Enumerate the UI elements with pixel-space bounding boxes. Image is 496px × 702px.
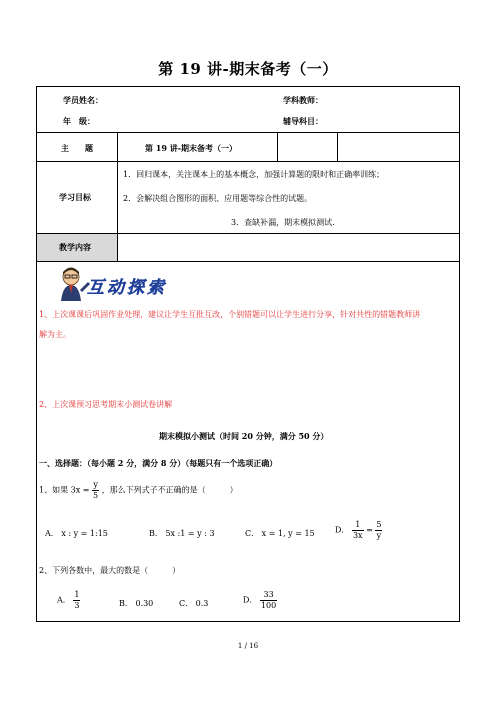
option-text: 0.3 <box>195 599 209 608</box>
option-letter: C． <box>245 529 260 538</box>
note-line: 1、上次课课后巩固作业处理，建议让学生互批互改，个别错题可以让学生进行分享，针对共性的错题教师讲 <box>39 310 421 319</box>
subject-label: 辅导科目： <box>283 116 323 126</box>
teacher-avatar-icon <box>51 263 91 303</box>
frac-num: 1 <box>74 590 80 599</box>
col-divider <box>117 132 118 261</box>
frac-num: 33 <box>260 590 277 601</box>
option-letter: D． <box>335 525 350 535</box>
teacher-label: 学科教师： <box>283 95 323 105</box>
exam-title: 期末模拟小测试（时间 20 分钟，满分 50 分） <box>159 431 329 441</box>
interactive-explore-badge <box>51 263 181 303</box>
goal-item: 3．查缺补漏，期末模拟测试. <box>231 218 335 227</box>
grade-label: 年 级： <box>63 116 95 126</box>
q1-option-b <box>149 528 215 539</box>
q2-a-fraction <box>73 590 80 611</box>
frac-den: 3x <box>352 531 363 540</box>
q1-fraction <box>92 480 99 501</box>
topic-label: 主 题 <box>61 143 93 153</box>
note-line: 解为主。 <box>39 330 71 339</box>
topic-value: 第 19 讲-期末备考（一） <box>145 143 238 153</box>
option-d-equals: = <box>366 525 373 535</box>
option-letter: C． <box>179 599 194 608</box>
col-divider <box>337 132 338 161</box>
goal-item: 2．会解决组合图形的面积、应用题等综合性的试题。 <box>123 194 313 203</box>
frac-den: 100 <box>260 601 277 610</box>
page-number: 1 / 16 <box>237 642 259 650</box>
option-letter: A． <box>45 529 59 538</box>
frac-den: y <box>376 531 382 540</box>
q1-expr: 3x = <box>70 485 90 495</box>
lesson-table <box>36 86 460 622</box>
q1-prefix: 1、如果 <box>39 485 69 495</box>
row-divider <box>37 261 459 262</box>
content-label: 教学内容 <box>59 242 91 252</box>
q2-option-b <box>119 598 153 609</box>
q2-d-fraction <box>260 590 277 611</box>
option-d-frac-1 <box>352 520 364 541</box>
q1-option-c <box>245 528 315 539</box>
option-text: x = 1, y = 15 <box>261 529 315 538</box>
col-divider <box>277 132 278 161</box>
goal-item: 1．回归课本，关注课本上的基本概念，加强计算题的限时和正确率训练； <box>123 170 385 179</box>
question-2-stem: 2、下列各数中，最大的数是（ ） <box>39 566 181 575</box>
q1-option-a <box>45 528 108 539</box>
note-line: 2、上次课预习思考期末小测试卷讲解 <box>39 400 173 409</box>
option-text: x : y = 1:15 <box>61 529 108 538</box>
badge-title: 互动探索 <box>87 278 167 298</box>
option-letter: B． <box>149 529 163 538</box>
q2-option-d <box>243 590 277 611</box>
student-name-label: 学员姓名： <box>63 95 103 105</box>
option-d-frac-2 <box>375 520 382 541</box>
option-text: 5x :1 = y : 3 <box>165 529 215 538</box>
q2-option-a <box>57 590 80 611</box>
question-1-stem <box>39 480 238 501</box>
row-divider <box>37 161 459 162</box>
goals-label: 学习目标 <box>59 192 91 202</box>
page-title: 第 19 讲-期末备考（一） <box>158 60 338 78</box>
q1-suffix: ，那么下列式子不正确的是（ ） <box>101 485 238 495</box>
frac-num: 1 <box>352 520 364 531</box>
frac-den: 3 <box>74 601 80 610</box>
q1-frac-num: y <box>93 480 98 489</box>
q2-option-c <box>179 598 208 609</box>
row-divider <box>37 132 459 133</box>
frac-num: 5 <box>376 520 382 529</box>
option-text: 0.30 <box>135 599 154 608</box>
option-letter: A． <box>57 595 71 605</box>
option-letter: B． <box>119 599 133 608</box>
option-letter: D． <box>243 595 258 605</box>
q1-option-d <box>335 520 382 541</box>
q1-frac-den: 5 <box>93 491 99 500</box>
section-heading: 一、选择题：（每小题 2 分，满分 8 分）（每题只有一个选项正确） <box>39 458 278 468</box>
